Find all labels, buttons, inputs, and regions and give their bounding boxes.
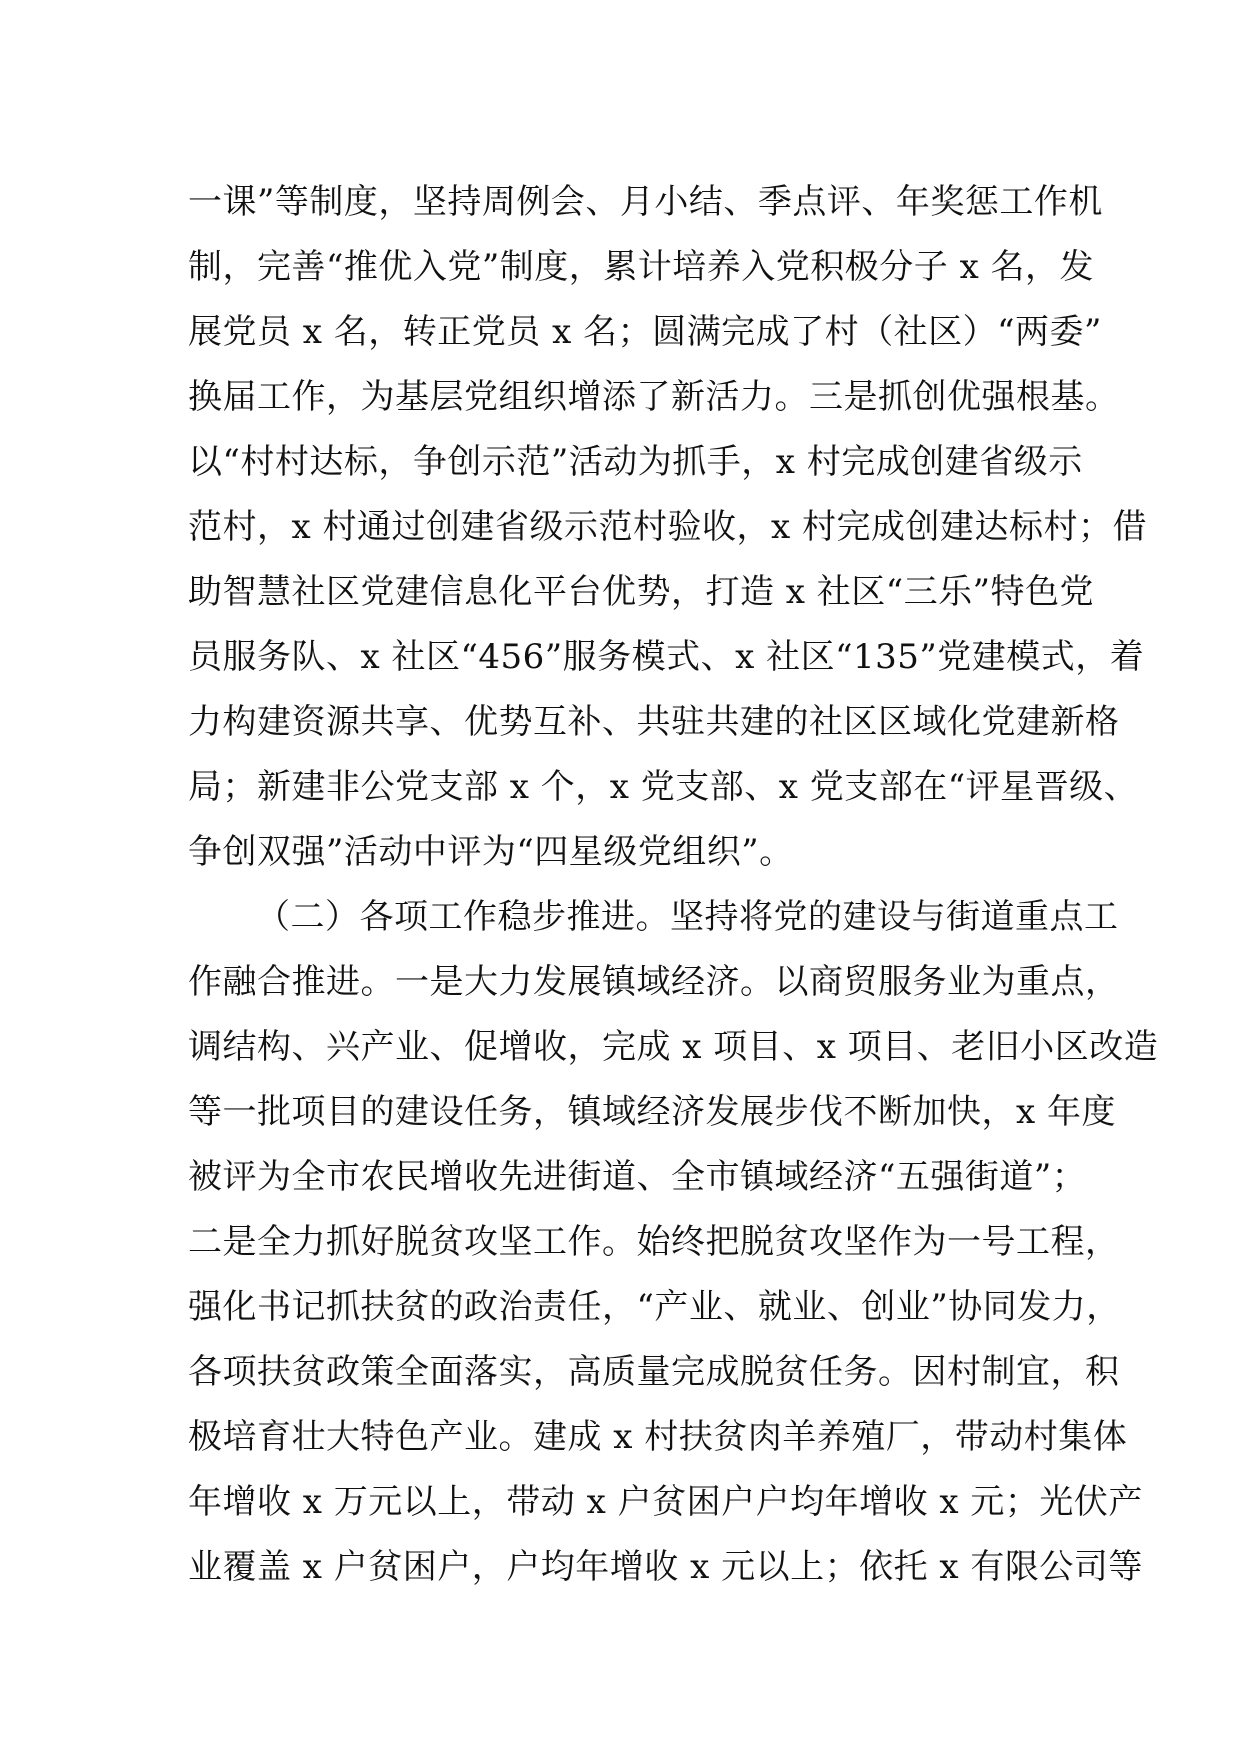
text-line: 争创双强”活动中评为“四星级党组织”。 <box>188 832 794 872</box>
body-text <box>188 170 1159 1600</box>
text-line: 助智慧社区党建信息化平台优势，打造 x 社区“三乐”特色党 <box>188 572 1095 612</box>
text-line: 制，完善“推优入党”制度，累计培养入党积极分子 x 名，发 <box>188 247 1095 287</box>
text-line: 展党员 x 名，转正党员 x 名；圆满完成了村（社区）“两委” <box>188 312 1102 352</box>
text-line: 年增收 x 万元以上，带动 x 户贫困户户均年增收 x 元；光伏产 <box>188 1482 1143 1522</box>
text-line: 范村，x 村通过创建省级示范村验收，x 村完成创建达标村；借 <box>188 507 1147 547</box>
text-line: 局；新建非公党支部 x 个，x 党支部、x 党支部在“评星晋级、 <box>188 767 1139 807</box>
text-line: 以“村村达标，争创示范”活动为抓手，x 村完成创建省级示 <box>188 442 1083 482</box>
text-line: 二是全力抓好脱贫攻坚工作。始终把脱贫攻坚作为一号工程， <box>188 1222 1120 1262</box>
text-line: 作融合推进。一是大力发展镇域经济。以商贸服务业为重点， <box>188 962 1120 1002</box>
text-line: 调结构、兴产业、促增收，完成 x 项目、x 项目、老旧小区改造 <box>188 1027 1159 1067</box>
text-line: 员服务队、x 社区“456”服务模式、x 社区“135”党建模式，着 <box>188 637 1145 677</box>
text-line: 被评为全市农民增收先进街道、全市镇域经济“五强街道”； <box>188 1157 1087 1197</box>
text-line: 换届工作，为基层党组织增添了新活力。三是抓创优强根基。 <box>188 377 1120 417</box>
text-line: 等一批项目的建设任务，镇域经济发展步伐不断加快，x 年度 <box>188 1092 1116 1132</box>
section-heading-line: （二）各项工作稳步推进。坚持将党的建设与街道重点工 <box>256 897 1119 937</box>
text-line: 极培育壮大特色产业。建成 x 村扶贫肉羊养殖厂，带动村集体 <box>188 1417 1128 1457</box>
text-line: 业覆盖 x 户贫困户，户均年增收 x 元以上；依托 x 有限公司等 <box>188 1547 1143 1587</box>
text-line: 一课”等制度，坚持周例会、月小结、季点评、年奖惩工作机 <box>188 182 1103 222</box>
text-line: 力构建资源共享、优势互补、共驻共建的社区区域化党建新格 <box>188 702 1120 742</box>
text-line: 各项扶贫政策全面落实，高质量完成脱贫任务。因村制宜，积 <box>188 1352 1120 1392</box>
text-line: 强化书记抓扶贫的政治责任，“产业、就业、创业”协同发力， <box>188 1287 1121 1327</box>
